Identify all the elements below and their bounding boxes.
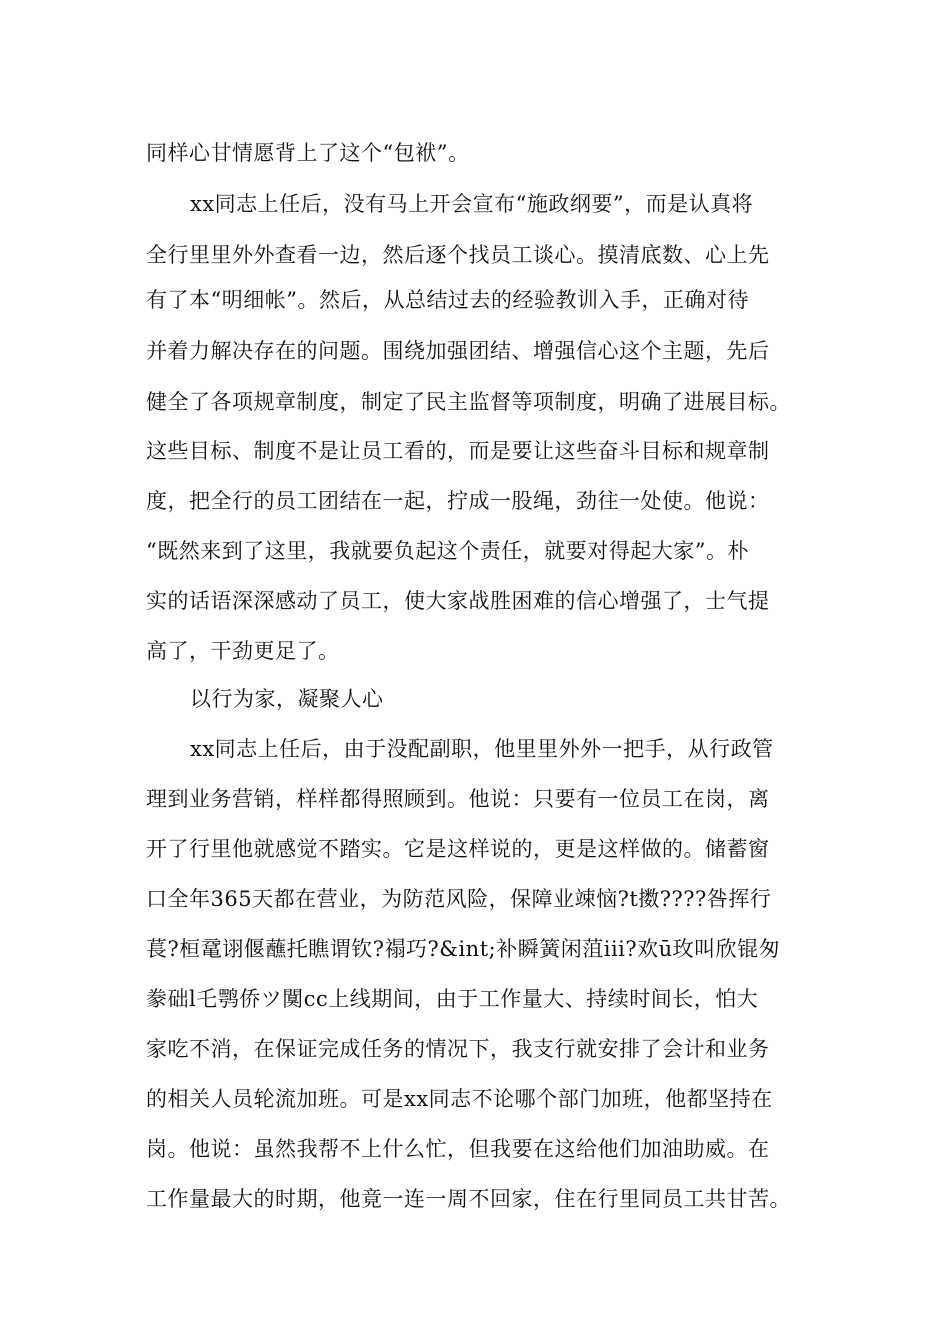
text-line: 的相关人员轮流加班。可是xx同志不论哪个部门加班，他都坚持在 [146,1087,773,1111]
text-line: 高了，干劲更足了。 [146,639,340,663]
text-line: “既然来到了这里，我就要负起这个责任，就要对得起大家”。朴 [146,539,749,563]
text-line: 有了本“明细帐”。然后，从总结过去的经验教训入手，正确对待 [146,288,749,312]
text-line: 同样心甘情愿背上了这个“包袱”。 [146,141,470,165]
text-line: 并着力解决存在的问题。围绕加强团结、增强信心这个主题，先后 [146,339,770,363]
text-line: xx同志上任后，没有马上开会宣布“施政纲要”，而是认真将 [190,192,754,216]
text-line: xx同志上任后，由于没配副职，他里里外外一把手，从行政管 [190,737,774,761]
text-line: 实的话语深深感动了员工，使大家战胜困难的信心增强了，士气提 [146,589,770,613]
text-line: 度，把全行的员工团结在一起，拧成一股绳，劲往一处使。他说： [146,489,770,513]
text-line: 岗。他说：虽然我帮不上什么忙，但我要在这给他们加油助威。在 [146,1137,770,1161]
text-line: 工作量最大的时期，他竟一连一周不回家，住在行里同员工共甘苦。 [146,1187,791,1211]
text-line: 开了行里他就感觉不踏实。它是这样说的，更是这样做的。储蓄窗 [146,837,770,861]
text-line: 豢础l乇鹗侨ツ闃cc上线期间，由于工作量大、持续时间长，怕大 [146,987,759,1011]
text-line: 萇?桓鼋诩偃蘸托瞧谓钦?禢巧?&int;补瞬簧闲菹iii?欢ū玫叫欣锟匆 [146,937,781,961]
section-heading: 以行为家，凝聚人心 [190,687,384,711]
text-line: 口全年365天都在营业，为防范风险，保障业竦恼?t擞????咎挥行 [146,887,772,911]
text-line: 健全了各项规章制度，制定了民主监督等项制度，明确了进展目标。 [146,390,791,414]
text-line: 这些目标、制度不是让员工看的，而是要让这些奋斗目标和规章制 [146,439,770,463]
text-line: 理到业务营销，样样都得照顾到。他说：只要有一位员工在岗，离 [146,787,770,811]
text-line: 家吃不消，在保证完成任务的情况下，我支行就安排了会计和业务 [146,1037,770,1061]
text-line: 全行里里外外查看一边，然后逐个找员工谈心。摸清底数、心上先 [146,243,770,267]
